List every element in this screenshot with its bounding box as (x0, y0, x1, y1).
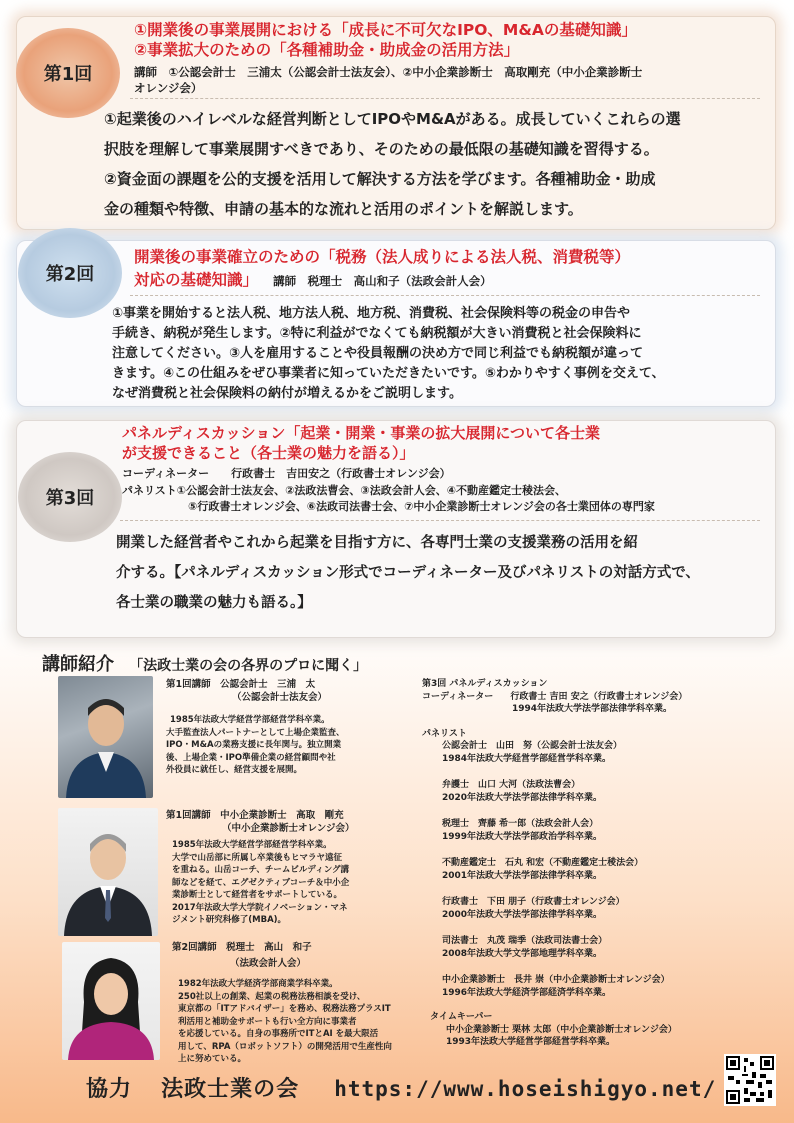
lecturer-2-bio-line: 業診断士として経営者をサポートしている。 (172, 890, 343, 900)
qr-code-graphic (726, 1056, 774, 1104)
panel-coordinator-row (422, 691, 772, 704)
lecturer-2-bio-line: ジメント研究科修了(MBA)。 (172, 915, 287, 925)
panelist-name: 不動産鑑定士 石丸 和宏（不動産鑑定士稜法会） (442, 858, 644, 868)
session-1-desc-line: 金の種類や特徴、申請の基本的な流れと活用のポイントを解説します。 (104, 200, 583, 218)
lecturer-3-bio-line: 東京都の「ITアドバイザー」を務め、税務法務プラスIT (178, 1004, 391, 1014)
lecturer-intro-heading: 講師紹介 (42, 654, 114, 675)
footer-label: 協力 (86, 1077, 133, 1102)
session-1-desc-line: ①起業後のハイレベルな経営判断としてIPOやM&Aがある。成長していくこれらの選 (104, 110, 681, 128)
lecturer-3-bio-line: を応援している。自身の事務所でITとAI を最大限活 (178, 1029, 379, 1039)
lecturer-1-photo (58, 676, 153, 798)
footer-row (86, 1072, 716, 1103)
session-1-desc-line: 択肢を理解して事業展開すべきであり、そのための最低限の基礎知識を習得する。 (104, 140, 659, 158)
session-3-panelists-line2: ⑤行政書士オレンジ会、⑥法政司法書士会、⑦中小企業診断士オレンジ会の各士業団体の専門家 (188, 500, 655, 513)
session-1-speakers-line2: オレンジ会） (134, 81, 203, 95)
session-3-title-line2: が支援できること（各士業の魅力を語る）」 (122, 444, 415, 462)
session-2-description (112, 304, 772, 404)
session-2-title-line2: 対応の基礎知識」 (134, 271, 259, 289)
session-3-coordinator: コーディネーター 行政書士 吉田安之（行政書士オレンジ会） (122, 467, 451, 480)
panel-coordinator-edu: 1994年法政大学法学部法律学科卒業。 (512, 704, 673, 714)
panel-coordinator-label: コーディネーター (422, 691, 494, 702)
panel-head: 第3回 パネルディスカッション (422, 679, 548, 689)
lecturer-3-bio-line: 250社以上の創業、起業の税務法務相談を受け、 (178, 991, 366, 1002)
lecturer-3-head-line2: （法政会計人会） (230, 958, 307, 969)
session-1-badge-label: 第1回 (43, 64, 93, 85)
session-2-badge (18, 228, 122, 318)
panel-coordinator-name: 行政書士 吉田 安之（行政書士オレンジ会） (510, 691, 688, 702)
session-2-title-line2-row (134, 270, 492, 290)
panelist-name: 弁護士 山口 大河（法政法曹会） (442, 780, 581, 790)
session-3-badge (18, 452, 122, 542)
session-2-divider (130, 295, 760, 296)
session-1-title-line1: ①開業後の事業展開における「成長に不可欠なIPO、M&Aの基礎知識」 (134, 21, 637, 39)
session-3-badge-label: 第3回 (45, 488, 95, 509)
session-1-title-line2: ②事業拡大のための「各種補助金・助成金の活用方法」 (134, 41, 520, 59)
session-2-title-line1: 開業後の事業確立のための「税務（法人成りによる法人税、消費税等） (134, 248, 631, 266)
lecturer-2-block (166, 809, 406, 927)
lecturer-2-bio-line: を重ねる。山岳コーチ、チームビルディング講 (172, 865, 350, 875)
session-2-desc-line: なぜ消費税と社会保険料の納付が増えるかをご説明します。 (112, 386, 462, 401)
lecturer-3-photo (62, 942, 160, 1060)
footer-url[interactable]: https://www.hoseishigyo.net/ (334, 1077, 717, 1101)
lecturer-2-head-line1: 第1回講師 中小企業診断士 高取 剛充 (166, 810, 344, 821)
portrait-icon (58, 808, 158, 936)
panelist-edu: 1999年法政大学法学部政治学科卒業。 (442, 831, 603, 842)
session-2-desc-line: 手続き、納税が発生します。②特に利益がでなくても納税額が大きい消費税と社会保険料に (112, 326, 642, 341)
session-3-description (116, 528, 776, 618)
lecturer-2-bio-line: 2017年法政大学大学院イノベーション・マネ (172, 902, 348, 913)
panelist-name: 税理士 齊藤 希一郎（法政会計人会） (442, 819, 599, 829)
lecturer-1-bio-line: 後、上場企業・IPO準備企業の経営顧問や社 (166, 752, 336, 763)
session-3-divider (120, 520, 760, 521)
session-3-desc-line: 開業した経営者やこれから起業を目指す方に、各専門士業の支援業務の活用を紹 (116, 535, 638, 551)
panelist-edu: 2001年法政大学法学部法律学科卒業。 (442, 870, 603, 881)
panelist-edu: 2020年法政大学法学部法律学科卒業。 (442, 792, 603, 803)
lecturer-intro-subheading: 「法政士業の会の各界のプロに聞く」 (129, 658, 368, 674)
panelist-edu: 2008年法政大学文学部地理学科卒業。 (442, 948, 603, 959)
lecturer-3-bio-line: 1982年法政大学経済学部商業学科卒業。 (178, 979, 338, 989)
qr-code-icon[interactable] (724, 1054, 776, 1106)
lecturer-1-head-line2: （公認会計士法友会） (232, 692, 328, 703)
panelist-name: 司法書士 丸茂 瑞季（法政司法書士会） (442, 936, 608, 946)
session-1-desc-line: ②資金面の課題を公的支援を活用して解決する方法を学びます。各種補助金・助成 (104, 170, 656, 188)
panelist-name: 行政書士 下田 朋子（行政書士オレンジ会） (442, 897, 625, 907)
panel-block (422, 678, 772, 1049)
panelist-edu: 1984年法政大学経営学部経営学科卒業。 (442, 753, 612, 764)
lecturer-2-head-line2: （中小企業診断士オレンジ会） (222, 823, 355, 834)
lecturer-1-bio-line: 外役員に就任し、経営支援を展開。 (166, 765, 303, 775)
session-1-speakers-line1: 講師 ①公認会計士 三浦太（公認会計士法友会）、②中小企業診断士 高取剛充（中小企業診断士 (134, 65, 643, 79)
lecturer-2-bio-line: 1985年法政大学経営学部経営学科卒業。 (172, 840, 332, 850)
lecturer-intro-heading-row (42, 650, 367, 676)
session-2-desc-line: きます。④この仕組みをぜひ事業者に知っていただきたいです。⑤わかりやすく事例を交えて、 (112, 366, 665, 381)
session-3-panelists-line1: パネリスト①公認会計士法友会、②法政法曹会、③法政会計人会、④不動産鑑定士稜法会、 (122, 484, 567, 497)
session-2-desc-line: 注意してください。③人を雇用することや役員報酬の決め方で同じ利益でも納税額が違って (112, 346, 644, 361)
session-2-desc-line: ①事業を開始すると法人税、地方法人税、地方税、消費税、社会保険料等の税金の申告や (112, 306, 631, 321)
lecturer-2-bio-line: 師などを経て、エグゼクティブコーチ＆中小企 (172, 877, 350, 888)
lecturer-1-head-line1: 第1回講師 公認会計士 三浦 太 (166, 679, 316, 690)
lecturer-1-bio-line: IPO・M&Aの業務支援に長年関与。独立開業 (166, 740, 342, 750)
session-3-desc-line: 各士業の職業の魅力も語る。】 (116, 595, 312, 611)
panelist-edu: 1996年法政大学経済学部経済学科卒業。 (442, 987, 612, 998)
session-3-desc-line: 介する。【パネルディスカッション形式でコーディネーター及びパネリストの対話方式で、 (116, 565, 700, 581)
lecturer-1-block (166, 678, 406, 777)
lecturer-3-bio-line: 用して、RPA（ロボットソフト）の開発活用で生産性向 (178, 1041, 392, 1052)
lecturer-3-block (172, 941, 412, 1066)
panel-timekeeper-label: タイムキーパー (430, 1012, 493, 1022)
panel-timekeeper-edu: 1993年法政大学経営学部経営学科卒業。 (446, 1037, 616, 1047)
session-3-title-line1: パネルディスカッション「起業・開業・事業の拡大展開について各士業 (122, 424, 601, 442)
lecturer-2-photo (58, 808, 158, 936)
lecturer-3-bio-line: 上に努めている。 (178, 1054, 247, 1064)
panel-panelist-label: パネリスト (422, 728, 467, 739)
footer-org: 法政士業の会 (161, 1077, 300, 1102)
session-1-divider (130, 98, 760, 99)
session-2-badge-label: 第2回 (45, 264, 95, 285)
panel-timekeeper-name: 中小企業診断士 栗林 太郎（中小企業診断士オレンジ会） (446, 1024, 677, 1035)
lecturer-3-bio-line: 利活用と補助金サポートも行い全方向に事業者 (178, 1016, 357, 1027)
panelist-name: 中小企業診断士 長井 崇（中小企業診断士オレンジ会） (442, 975, 670, 985)
lecturer-1-bio-line: 大手監査法人パートナーとして上場企業監査、 (166, 727, 345, 738)
lecturer-2-bio-line: 大学で山岳部に所属し卒業後もヒマラヤ遠征 (172, 852, 343, 863)
panelist-name: 公認会計士 山田 努（公認会計士法友会） (442, 741, 623, 751)
lecturer-3-head-line1: 第2回講師 税理士 高山 和子 (172, 942, 312, 953)
panelist-edu: 2000年法政大学法学部法律学科卒業。 (442, 909, 603, 920)
session-1-description (104, 104, 764, 224)
session-2-speaker: 講師 税理士 高山和子（法政会計人会） (273, 274, 492, 288)
portrait-icon (62, 942, 160, 1060)
lecturer-1-bio-line: 1985年法政大学経営学部経営学科卒業。 (170, 715, 330, 725)
portrait-icon (58, 676, 153, 798)
